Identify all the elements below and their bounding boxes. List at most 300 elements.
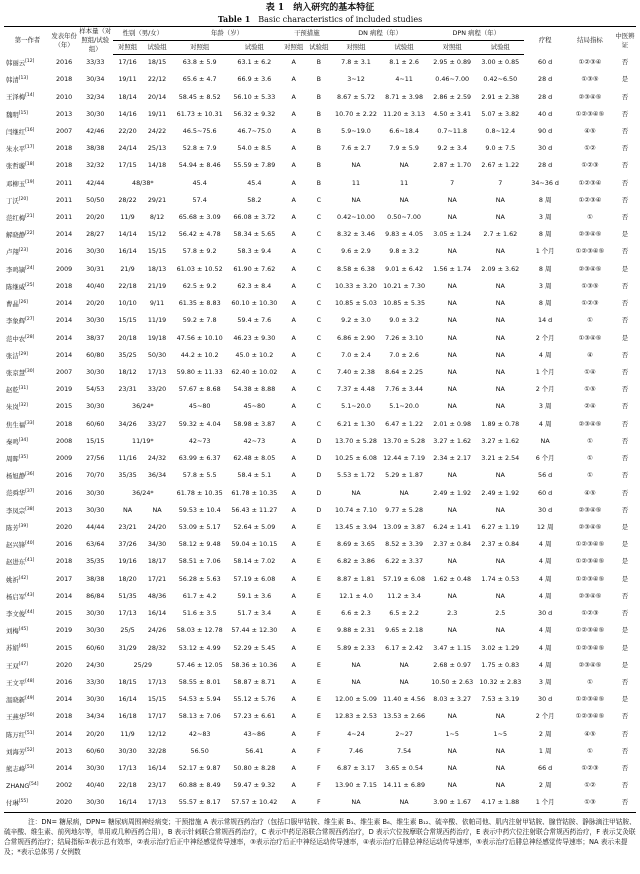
author-name: 韩丽云 xyxy=(6,59,26,68)
cell-sex-control: 28/22 xyxy=(118,195,137,204)
subheader-control: 对照组 xyxy=(282,40,306,54)
table-row xyxy=(4,123,636,140)
cell-age-control: 58.45 ± 8.52 xyxy=(178,92,221,101)
cell-sex-experimental: NA xyxy=(152,505,162,514)
cell-author xyxy=(4,519,51,536)
cell-course: 4 周 xyxy=(538,350,552,359)
reference-number: [47] xyxy=(18,661,29,667)
cell-dpn-control: 1~5 xyxy=(445,729,459,738)
cell-author xyxy=(4,381,51,398)
cell-course: 34~36 d xyxy=(531,178,559,187)
author-name: 李文俊 xyxy=(6,610,26,619)
reference-number: [53] xyxy=(25,764,35,770)
cell-age-experimental: 59.4 ± 7.6 xyxy=(237,316,272,325)
cell-sample: 60/80 xyxy=(86,350,105,359)
cell-age-experimental: 56.43 ± 11.27 xyxy=(231,505,278,514)
cell-dn-control: 10.25 ± 6.08 xyxy=(335,454,377,463)
cell-year: 2010 xyxy=(55,92,73,101)
cell-dn-control: 8.87 ± 1.81 xyxy=(337,574,375,583)
reference-number: [49] xyxy=(25,696,35,702)
cell-course: 3 周 xyxy=(538,213,552,222)
cell-age-experimental: 42~73 xyxy=(243,436,266,445)
table-row xyxy=(4,743,636,760)
cell-author xyxy=(4,416,51,433)
cell-tcm: 是 xyxy=(621,522,629,531)
cell-dpn-control: 1.56 ± 1.74 xyxy=(433,264,472,273)
author-name: 王泽梅 xyxy=(6,93,26,102)
cell-sample: 33/33 xyxy=(86,58,105,67)
cell-sex-control: 35/35 xyxy=(118,471,137,480)
cell-intervention-experimental: F xyxy=(306,794,332,812)
cell-intervention-control: A xyxy=(291,75,296,84)
cell-dpn-control: 2.37 ± 0.84 xyxy=(433,540,472,549)
cell-year: 2007 xyxy=(55,368,73,376)
cell-dpn-experimental: 3.21 ± 2.54 xyxy=(481,454,520,463)
cell-intervention-experimental: E xyxy=(316,695,321,704)
cell-course: 28 d xyxy=(538,75,553,84)
cell-age-experimental: 59.04 ± 10.15 xyxy=(231,540,278,549)
cell-tcm: 否 xyxy=(621,368,629,376)
cell-dn-control: 5.89 ± 2.33 xyxy=(337,643,375,652)
cell-dpn-experimental: NA xyxy=(495,471,505,480)
cell-dpn-control: NA xyxy=(447,712,457,721)
cell-tcm: 否 xyxy=(621,764,629,773)
cell-sex-total: 36/24* xyxy=(132,488,154,497)
cell-dpn-experimental: 1.89 ± 0.78 xyxy=(481,419,520,428)
cell-dn-experimental: 3.65 ± 0.54 xyxy=(385,764,424,773)
cell-sex-control: 18/14 xyxy=(118,92,137,101)
cell-dn-experimental: 11 xyxy=(400,178,409,187)
cell-sex-control: 22/20 xyxy=(118,126,137,135)
cell-dpn-experimental: 2.91 ± 2.38 xyxy=(481,92,520,101)
cell-course: 3 周 xyxy=(538,281,552,290)
cell-age-experimental: 66.9 ± 3.6 xyxy=(237,75,272,84)
cell-intervention-control: A xyxy=(291,488,296,497)
cell-sex-experimental: 16/14 xyxy=(147,764,167,773)
cell-year: 2017 xyxy=(55,574,73,583)
cell-dn-experimental: 6.17 ± 2.42 xyxy=(385,643,424,652)
cell-sample: 30/30 xyxy=(86,626,105,635)
cell-course: 66 d xyxy=(538,764,553,773)
cell-author xyxy=(4,467,51,484)
cell-author xyxy=(4,639,51,656)
cell-sex-experimental: 15/12 xyxy=(147,230,167,239)
cell-intervention-experimental: B xyxy=(316,126,322,135)
cell-sample: 30/30 xyxy=(86,109,105,118)
cell-age-experimental: 56.10 ± 5.33 xyxy=(233,92,276,101)
cell-intervention-control: A xyxy=(291,505,296,514)
cell-intervention-experimental: B xyxy=(316,178,322,187)
cell-dpn-control: 2.87 ± 1.70 xyxy=(433,161,472,170)
cell-tcm: 是 xyxy=(621,75,629,84)
header-year: 发表年份（年） xyxy=(51,27,77,55)
table-row xyxy=(4,622,636,639)
cell-sex-control: 21/9 xyxy=(120,264,135,273)
header-dn: DN 病程（年） xyxy=(332,27,428,41)
cell-sample: 60/60 xyxy=(86,643,105,652)
cell-intervention-experimental: E xyxy=(316,557,321,566)
cell-dpn-control: NA xyxy=(447,213,457,222)
table-caption-en: Basic characteristics of included studies xyxy=(258,15,423,24)
cell-sex-control: 18/15 xyxy=(118,677,137,686)
cell-outcome: ①②③④ xyxy=(578,178,602,187)
cell-sex-experimental: 8/12 xyxy=(149,213,165,222)
cell-year: 2020 xyxy=(51,794,77,812)
cell-dn-experimental: 9.01 ± 6.42 xyxy=(385,264,424,273)
cell-tcm: 是 xyxy=(621,574,629,583)
cell-sex-control: 10/10 xyxy=(118,299,137,308)
cell-intervention-control: A xyxy=(291,264,296,273)
cell-tcm: 是 xyxy=(621,333,629,342)
cell-dpn-experimental: NA xyxy=(495,247,505,256)
header-dpn: DPN 病程（年） xyxy=(428,27,524,41)
cell-intervention-control: A xyxy=(291,178,296,187)
cell-intervention-control: A xyxy=(291,402,296,411)
cell-course: 1 个月 xyxy=(535,247,555,256)
cell-intervention-control: A xyxy=(291,299,296,308)
cell-age-experimental: 62.48 ± 8.05 xyxy=(233,454,276,463)
table-row xyxy=(4,588,636,605)
cell-sample: 42/46 xyxy=(86,126,105,135)
cell-sex-experimental: 12/12 xyxy=(147,729,167,738)
cell-course: 56 d xyxy=(538,471,553,480)
table-row xyxy=(4,312,636,329)
cell-age-control: 57.67 ± 8.68 xyxy=(178,385,221,394)
cell-dpn-experimental: 5.07 ± 3.82 xyxy=(481,109,520,118)
cell-sex-control: 20/18 xyxy=(118,333,137,342)
cell-sex-control: 35/25 xyxy=(118,350,137,359)
cell-age-control: 59.53 ± 10.4 xyxy=(178,505,221,514)
cell-intervention-control: A xyxy=(291,419,296,428)
cell-intervention-experimental: C xyxy=(316,402,322,411)
reference-number: [12] xyxy=(25,59,35,64)
cell-outcome: ①②③ xyxy=(581,161,599,170)
cell-sex-control: 11/9 xyxy=(120,213,135,222)
cell-age-experimental: 51.7 ± 3.4 xyxy=(237,609,272,618)
cell-intervention-control: A xyxy=(291,712,296,721)
cell-dpn-control: 1.62 ± 0.48 xyxy=(433,574,472,583)
cell-outcome: ①③⑤ xyxy=(581,281,599,290)
cell-age-experimental: 57.19 ± 6.08 xyxy=(233,574,276,583)
cell-dpn-experimental: NA xyxy=(495,557,505,566)
cell-author xyxy=(4,743,51,760)
cell-dn-experimental: NA xyxy=(399,488,409,497)
cell-intervention-control: A xyxy=(291,660,296,669)
table-title-cn: 表 1 纳入研究的基本特征 xyxy=(265,3,375,13)
cell-author xyxy=(4,106,51,123)
author-name: 赵进东 xyxy=(6,558,26,567)
table-row xyxy=(4,794,636,812)
author-name: 熊志峰 xyxy=(6,765,26,774)
cell-age-control: 61.35 ± 8.83 xyxy=(178,299,221,308)
cell-intervention-experimental: E xyxy=(316,540,321,549)
reference-number: [43] xyxy=(25,592,35,598)
cell-age-control: 58.12 ± 9.48 xyxy=(178,540,221,549)
cell-author xyxy=(4,622,51,639)
cell-dn-experimental: 13.53 ± 2.66 xyxy=(383,712,426,721)
cell-year: 2016 xyxy=(55,471,73,480)
reference-number: [36] xyxy=(25,472,35,478)
cell-intervention-experimental: E xyxy=(316,712,321,721)
cell-year: 2014 xyxy=(55,230,73,239)
cell-tcm: 否 xyxy=(621,213,629,222)
cell-tcm: 是 xyxy=(621,695,629,704)
cell-intervention-control: A xyxy=(282,794,306,812)
cell-dpn-experimental: 2.67 ± 1.22 xyxy=(481,161,520,170)
cell-age-control: 55.57 ± 8.17 xyxy=(172,794,227,812)
cell-course: 14 d xyxy=(538,316,553,325)
cell-sex-experimental: 19/11 xyxy=(147,109,167,118)
author-name: 邓柳玉 xyxy=(6,179,26,188)
cell-year: 2016 xyxy=(55,58,73,67)
table-row xyxy=(4,398,636,415)
cell-outcome: ①③④⑤ xyxy=(578,333,602,342)
cell-dpn-control: NA xyxy=(447,557,457,566)
cell-year: 2009 xyxy=(55,454,73,463)
cell-dn-experimental: 11.20 ± 3.13 xyxy=(383,109,426,118)
reference-number: [32] xyxy=(18,403,29,409)
cell-author xyxy=(4,553,51,570)
cell-intervention-control: A xyxy=(291,109,296,118)
cell-dn-experimental: 11.40 ± 4.56 xyxy=(383,695,426,704)
cell-sex-control: 17/15 xyxy=(118,161,137,170)
cell-sample: 38/38 xyxy=(86,144,105,153)
cell-intervention-control: A xyxy=(291,195,296,204)
cell-intervention-experimental: E xyxy=(316,574,321,583)
cell-course: 1 个月 xyxy=(535,368,555,376)
cell-sex-experimental: 36/34 xyxy=(147,471,167,480)
author-name: 韩清 xyxy=(6,76,19,85)
cell-age-experimental: 58.36 ± 10.36 xyxy=(231,660,278,669)
cell-intervention-experimental: E xyxy=(316,626,321,635)
document-page xyxy=(4,3,636,857)
table-row xyxy=(4,71,636,88)
cell-age-control: 61.73 ± 10.31 xyxy=(176,109,223,118)
header-sample: 样本量（对照组/试验组） xyxy=(77,27,113,55)
cell-dpn-control: NA xyxy=(447,781,457,790)
cell-sex-experimental: 18/15 xyxy=(147,58,167,67)
cell-intervention-control: A xyxy=(291,643,296,652)
author-name: 范中农 xyxy=(6,334,26,343)
cell-dpn-control: 2.68 ± 0.97 xyxy=(433,660,472,669)
cell-age-control: 59.80 ± 11.33 xyxy=(176,368,223,376)
cell-tcm: 否 xyxy=(621,161,629,170)
cell-dn-control: 8.32 ± 3.46 xyxy=(337,230,375,239)
cell-intervention-experimental: C xyxy=(316,264,322,273)
author-name: 付琳 xyxy=(6,799,19,808)
cell-dn-control: 10.74 ± 7.10 xyxy=(335,505,377,514)
cell-year: 2018 xyxy=(55,419,73,428)
cell-dpn-experimental: NA xyxy=(495,195,505,204)
cell-sex-experimental: 28/32 xyxy=(147,643,167,652)
cell-dn-control: 8.69 ± 3.65 xyxy=(337,540,375,549)
cell-dn-experimental: 5.1~20.0 xyxy=(389,402,419,411)
cell-year: 2013 xyxy=(55,505,73,514)
cell-tcm: 否 xyxy=(621,281,629,290)
cell-author xyxy=(4,226,51,243)
reference-number: [34] xyxy=(18,437,29,443)
cell-age-control: 56.50 xyxy=(190,746,209,755)
cell-outcome: ①⑤ xyxy=(584,385,596,394)
table-body xyxy=(4,54,636,812)
cell-dn-experimental: 2~27 xyxy=(395,729,413,738)
cell-author xyxy=(4,330,51,347)
cell-author xyxy=(4,450,51,467)
table-row xyxy=(4,484,636,501)
cell-author xyxy=(4,261,51,278)
cell-dpn-control: 2.95 ± 0.89 xyxy=(433,58,472,67)
cell-author xyxy=(4,88,51,105)
cell-age-control: 59.2 ± 7.8 xyxy=(182,316,217,325)
reference-number: [37] xyxy=(25,489,35,495)
cell-outcome: ①②③ xyxy=(581,609,599,618)
cell-dn-experimental: 9.83 ± 4.05 xyxy=(385,230,424,239)
cell-intervention-experimental: F xyxy=(316,764,321,773)
cell-sample: 30/30 xyxy=(86,695,105,704)
reference-number: [38] xyxy=(25,506,35,512)
cell-dpn-control: NA xyxy=(447,471,457,480)
cell-age-experimental: 66.08 ± 3.72 xyxy=(233,213,276,222)
reference-number: [24] xyxy=(25,265,35,271)
cell-age-control: 62.5 ± 9.2 xyxy=(182,281,217,290)
cell-intervention-experimental: C xyxy=(316,281,322,290)
cell-intervention-experimental: E xyxy=(316,609,321,618)
cell-intervention-control: A xyxy=(291,161,296,170)
cell-intervention-experimental: D xyxy=(316,505,322,514)
cell-intervention-control: A xyxy=(291,58,296,67)
table-row xyxy=(4,571,636,588)
cell-outcome: ②③④⑤ xyxy=(578,660,602,669)
cell-age-experimental: 55.12 ± 5.76 xyxy=(233,695,276,704)
table-row xyxy=(4,243,636,260)
cell-sex-control: 15/15 xyxy=(118,316,137,325)
cell-sample: 50/50 xyxy=(86,195,105,204)
cell-sample: 24/30 xyxy=(86,660,105,669)
author-name: 杨旭静 xyxy=(6,472,26,481)
cell-age-experimental: 62.40 ± 10.02 xyxy=(231,368,278,376)
cell-dn-control: 7.6 ± 2.7 xyxy=(341,144,371,153)
cell-sex-experimental: 18/17 xyxy=(147,557,167,566)
cell-author xyxy=(4,433,51,450)
cell-age-experimental: 50.80 ± 8.28 xyxy=(233,764,276,773)
cell-dpn-experimental: NA xyxy=(495,316,505,325)
author-name: 焦生福 xyxy=(6,420,26,429)
cell-sex-control: 16/18 xyxy=(118,712,137,721)
cell-dpn-experimental: NA xyxy=(495,746,505,755)
cell-sample: 44/44 xyxy=(86,522,105,531)
cell-intervention-control: A xyxy=(291,281,296,290)
cell-course: 2 个月 xyxy=(535,333,555,342)
cell-course: 8 周 xyxy=(538,230,552,239)
author-name: 姚祈 xyxy=(6,575,19,584)
header-course: 疗程 xyxy=(524,27,566,55)
cell-age-experimental: 45~80 xyxy=(243,402,266,411)
cell-outcome: ①③ xyxy=(566,794,614,812)
cell-age-experimental: 58.87 ± 8.71 xyxy=(233,677,276,686)
table-row xyxy=(4,295,636,312)
cell-dn-experimental: 7.0 ± 2.6 xyxy=(389,350,419,359)
cell-dpn-control: 2.49 ± 1.92 xyxy=(433,488,472,497)
cell-dn-experimental: NA xyxy=(399,660,409,669)
cell-outcome: ①②③④⑤ xyxy=(575,712,605,721)
cell-sex-experimental: 22/12 xyxy=(147,75,167,84)
cell-tcm: 否 xyxy=(621,299,629,308)
reference-number: [39] xyxy=(18,523,29,529)
cell-sample: 42/44 xyxy=(86,178,105,187)
cell-sample: 54/53 xyxy=(86,385,105,394)
cell-intervention-experimental: C xyxy=(316,195,322,204)
cell-year: 2013 xyxy=(55,746,73,755)
cell-year: 2011 xyxy=(55,213,73,222)
cell-dn-control: 11 xyxy=(351,178,361,187)
cell-dpn-control: 2.3 xyxy=(447,609,458,618)
cell-intervention-experimental: E xyxy=(316,660,321,669)
cell-author xyxy=(4,794,51,812)
cell-outcome: ① xyxy=(587,471,593,480)
cell-dpn-experimental: 1.75 ± 0.83 xyxy=(481,660,520,669)
cell-dn-control: 0.42~10.00 xyxy=(337,213,375,222)
cell-year: 2015 xyxy=(55,643,73,652)
cell-age-control: 54.53 ± 5.94 xyxy=(178,695,221,704)
cell-dn-control: 6.82 ± 3.86 xyxy=(337,557,375,566)
cell-dn-experimental: NA xyxy=(380,794,428,812)
cell-author xyxy=(4,674,51,691)
cell-intervention-control: A xyxy=(291,471,296,480)
cell-intervention-experimental: D xyxy=(316,436,322,445)
cell-author xyxy=(4,175,51,192)
cell-dn-control: 6.87 ± 3.17 xyxy=(337,764,375,773)
cell-year: 2018 xyxy=(55,161,73,170)
cell-intervention-control: A xyxy=(291,574,296,583)
cell-sample: 20/20 xyxy=(86,729,105,738)
cell-sex-control: 23/31 xyxy=(118,385,137,394)
cell-year: 2008 xyxy=(55,436,73,445)
cell-sample: 40/40 xyxy=(86,281,105,290)
author-name: 朱水平 xyxy=(6,145,26,154)
author-name: 魏明 xyxy=(6,110,19,119)
author-name: 张京慧 xyxy=(6,369,26,378)
cell-sex-experimental: 33/20 xyxy=(147,385,167,394)
cell-sample: 32/32 xyxy=(86,161,105,170)
cell-outcome: ②③④⑤ xyxy=(578,522,602,531)
cell-author xyxy=(4,536,51,553)
cell-sample: 30/30 xyxy=(86,368,105,376)
cell-sample: 40/40 xyxy=(86,781,105,790)
cell-outcome: ①②③④⑤ xyxy=(575,109,605,118)
table-row xyxy=(4,209,636,226)
cell-sample: 20/20 xyxy=(86,213,105,222)
cell-dn-experimental: 8.64 ± 2.25 xyxy=(385,368,424,376)
cell-tcm: 否 xyxy=(621,609,629,618)
cell-outcome: ②③④⑤ xyxy=(578,230,602,239)
cell-intervention-experimental: B xyxy=(316,161,322,170)
cell-age-control: 46.5~75.6 xyxy=(182,126,217,135)
cell-course: 4 周 xyxy=(538,574,552,583)
cell-dn-control: 7.0 ± 2.4 xyxy=(341,350,371,359)
cell-age-experimental: 63.1 ± 6.2 xyxy=(237,58,272,67)
cell-dn-experimental: 12.44 ± 7.19 xyxy=(383,454,426,463)
header-author: 第一作者 xyxy=(4,27,51,55)
cell-intervention-control: A xyxy=(291,454,296,463)
cell-author xyxy=(4,209,51,226)
cell-intervention-experimental: B xyxy=(316,75,322,84)
cell-age-experimental: 57.23 ± 6.61 xyxy=(233,712,276,721)
cell-year: 2014 xyxy=(55,316,73,325)
cell-dn-experimental: 9.0 ± 3.2 xyxy=(389,316,419,325)
cell-sex-experimental: 24/26 xyxy=(147,626,167,635)
cell-intervention-experimental: D xyxy=(316,488,322,497)
author-name: 李凤宗 xyxy=(6,506,26,515)
